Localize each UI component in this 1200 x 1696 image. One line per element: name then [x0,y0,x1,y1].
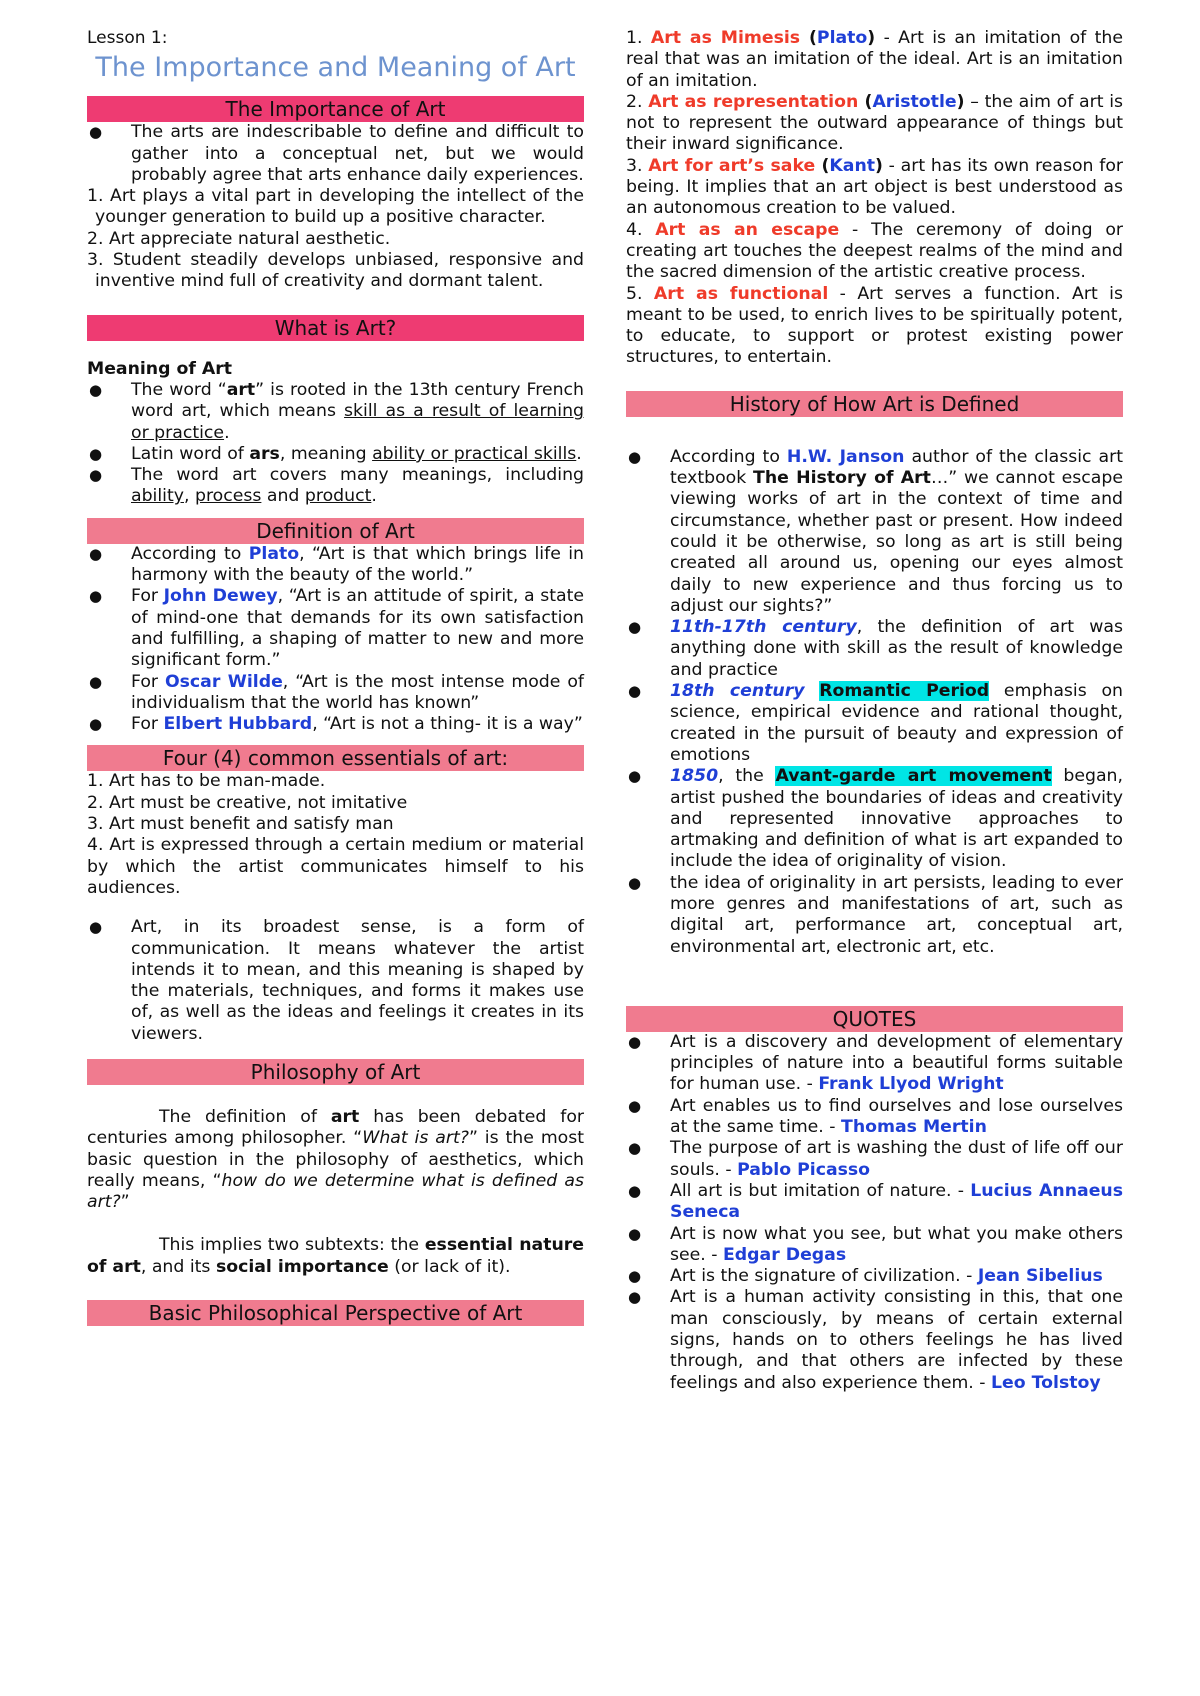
quote-tolstoy: ● Art is a human activity consisting in this, that one man consciously, by means of certain external signs, hands on to others feelings he has lived through, and that others are infected by these feelings and also experience them. - Leo Tolstoy [626,1287,1123,1393]
importance-bullets [87,122,584,186]
history-janson: ● According to H.W. Janson author of the classic art textbook The History of Art…” we cannot escape viewing works of art in the context of time and circumstance, whether past or present. How indeed could it be otherwise, so long as art is still being created all around us, opening our eyes almost daily to new experience and thus forcing us to adjust our sights?” [626,447,1123,617]
quotes-heading: QUOTES [626,1006,1123,1032]
essential-item-3: 3. Art must benefit and satisfy man [87,814,394,835]
importance-item-2: 2. Art appreciate natural aesthetic. [87,228,391,249]
perspective-1: 1. Art as Mimesis (Plato) - Art is an imitation of the real that was an imitation of the ideal. Art is an imitation of an imitation. [626,28,1123,91]
definition-heading: Definition of Art [87,518,584,544]
definition-hubbard: ● For Elbert Hubbard, “Art is not a thing- it is a way” [87,714,584,735]
perspective-4: 4. Art as an escape - The ceremony of doing or creating art touches the deepest realms of the mind and the sacred dimension of the artistic creative process. [626,219,1124,283]
quote-wright: ● Art is a discovery and development of elementary principles of nature into a beautiful forms suitable for human use. - Frank Llyod Wright [626,1032,1123,1096]
quote-sibelius: ● Art is the signature of civilization. - Jean Sibelius [626,1266,1123,1287]
meaning-bullet-2: ● Latin word of ars, meaning ability or practical skills. [87,444,584,465]
meaning-bullet-3: ● The word art covers many meanings, including ability, process and product. [87,465,584,508]
philosophy-paragraph-2: This implies two subtexts: the essential nature of art, and its social importance (or lack of it). [87,1235,585,1277]
history-originality: ● the idea of originality in art persists, leading to ever more genres and manifestations of art, such as digital art, performance art, conceptual art, environmental art, electronic art, etc. [626,873,1123,958]
perspective-2: 2. Art as representation (Aristotle) – the aim of art is not to represent the outward appearance of things but their inward significance. [626,91,1124,155]
importance-item-1: 1. Art plays a vital part in developing the intellect of the younger generation to build up a positive character. [87,186,584,228]
definition-bullets [87,544,584,736]
perspective-5: 5. Art as functional - Art serves a function. Art is meant to be used, to enrich lives to be spiritually potent, to educate, to support or protest existing power structures, to entertain. [626,283,1123,368]
philosophy-heading: Philosophy of Art [87,1059,584,1085]
history-heading: History of How Art is Defined [626,391,1123,417]
essential-item-4: 4. Art is expressed through a certain medium or material by which the artist communicates himself to his audiences. [87,835,584,898]
essentials-heading: Four (4) common essentials of art: [87,745,584,771]
quote-degas: ● Art is now what you see, but what you make others see. - Edgar Degas [626,1224,1123,1267]
history-bullets [626,447,1123,958]
page-title: The Importance and Meaning of Art [95,52,576,84]
essentials-bullets [87,917,584,1045]
importance-bullet: ● The arts are indescribable to define and difficult to gather into a conceptual net, but we would probably agree that arts enhance daily experiences. [87,122,584,186]
left-column [87,28,584,1326]
lesson-label: Lesson 1: [87,28,168,48]
history-18th-century: ● 18th century Romantic Period emphasis on science, empirical evidence and rational thought, created in the pursuit of beauty and expression of emotions [626,681,1123,766]
quote-seneca: ● All art is but imitation of nature. - Lucius Annaeus Seneca [626,1181,1123,1224]
perspective-3: 3. Art for art’s sake (Kant) - art has its own reason for being. It implies that an art object is best understood as an autonomous creation to be valued. [626,155,1124,219]
basic-perspective-heading: Basic Philosophical Perspective of Art [87,1300,584,1326]
meaning-bullet-1: ● The word “art” is rooted in the 13th century French word art, which means skill as a result of learning or practice. [87,380,584,444]
quote-mertin: ● Art enables us to find ourselves and lose ourselves at the same time. - Thomas Mertin [626,1096,1123,1139]
philosophy-paragraph-1: The definition of art has been debated for centuries among philosopher. “What is art?” is the most basic question in the philosophy of aesthetics, which really means, “how do we determine what is defined as art?” [87,1106,584,1213]
essential-item-1: 1. Art has to be man-made. [87,771,326,792]
essentials-bullet: ● Art, in its broadest sense, is a form of communication. It means whatever the artist intends it to mean, and this meaning is shaped by the materials, techniques, and forms it makes use of, as well as the ideas and feelings it creates in its viewers. [87,917,584,1045]
meaning-bullets [87,380,584,508]
definition-dewey: ● For John Dewey, “Art is an attitude of spirit, a state of mind-one that demands for its own satisfaction and fulfilling, a shaping of matter to new and more significant form.” [87,586,584,671]
right-column [626,28,1123,1394]
meaning-of-art-subheading: Meaning of Art [87,358,233,379]
quotes-list [626,1032,1123,1394]
importance-item-3: 3. Student steadily develops unbiased, responsive and inventive mind full of creativity and dormant talent. [87,250,584,292]
importance-heading: The Importance of Art [87,96,584,122]
essential-item-2: 2. Art must be creative, not imitative [87,792,408,813]
history-11th-century: ● 11th-17th century, the definition of art was anything done with skill as the result of knowledge and practice [626,617,1123,681]
definition-plato: ● According to Plato, “Art is that which brings life in harmony with the beauty of the world.” [87,544,584,587]
what-is-art-heading: What is Art? [87,315,584,341]
history-1850: ● 1850, the Avant-garde art movement began, artist pushed the boundaries of ideas and creativity and represented innovative approaches to artmaking and definition of what is art expanded to include the idea of originality of vision. [626,766,1123,872]
quote-picasso: ● The purpose of art is washing the dust of life off our souls. - Pablo Picasso [626,1138,1123,1181]
definition-wilde: ● For Oscar Wilde, “Art is the most intense mode of individualism that the world has known” [87,672,584,715]
